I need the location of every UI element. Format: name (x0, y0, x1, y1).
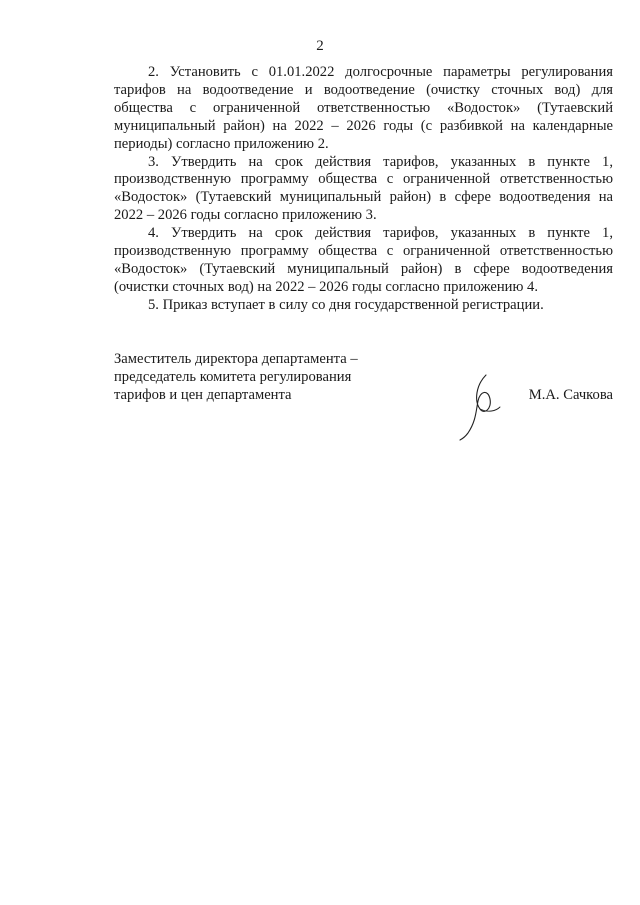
handwritten-signature-icon (454, 371, 524, 441)
signer-title-line: тарифов и цен департамента (114, 386, 292, 403)
page-number: 2 (316, 38, 324, 54)
signer-title-line: Заместитель директора департамента – (114, 351, 358, 367)
paragraph-item-3: 3. Утвердить на срок действия тарифов, указанных в пункте 1, производственную программу общества с ограниченной ответственностью «Водосток» (Тутаевский муниципальный район) в сфере водоотведения на 2022 – 2026 годы согласно приложению 3. (114, 153, 613, 224)
signer-title (114, 351, 414, 405)
signer-name: М.А. Сачкова (528, 387, 613, 403)
signature-block (114, 351, 613, 441)
paragraph-item-2: 2. Установить с 01.01.2022 долгосрочные параметры регулирования тарифов на водоотведение и водоотведение (очистку сточных вод) для общества с ограниченной ответственностью «Водосток» (Тутаевский муниципальный район) на 2022 – 2026 годы (с разбивкой на календарные периоды) согласно приложению 2. (114, 64, 613, 152)
signer-title-line: председатель комитета регулирования (114, 368, 352, 385)
paragraph-item-4: 4. Утвердить на срок действия тарифов, указанных в пункте 1, производственную программу общества с ограниченной ответственностью «Водосток» (Тутаевский муниципальный район) в сфере водоотведения (очистки сточных вод) на 2022 – 2026 годы согласно приложению 4. (114, 225, 613, 295)
paragraph-item-5: 5. Приказ вступает в силу со дня государственной регистрации. (148, 296, 544, 313)
document-body (114, 64, 613, 315)
